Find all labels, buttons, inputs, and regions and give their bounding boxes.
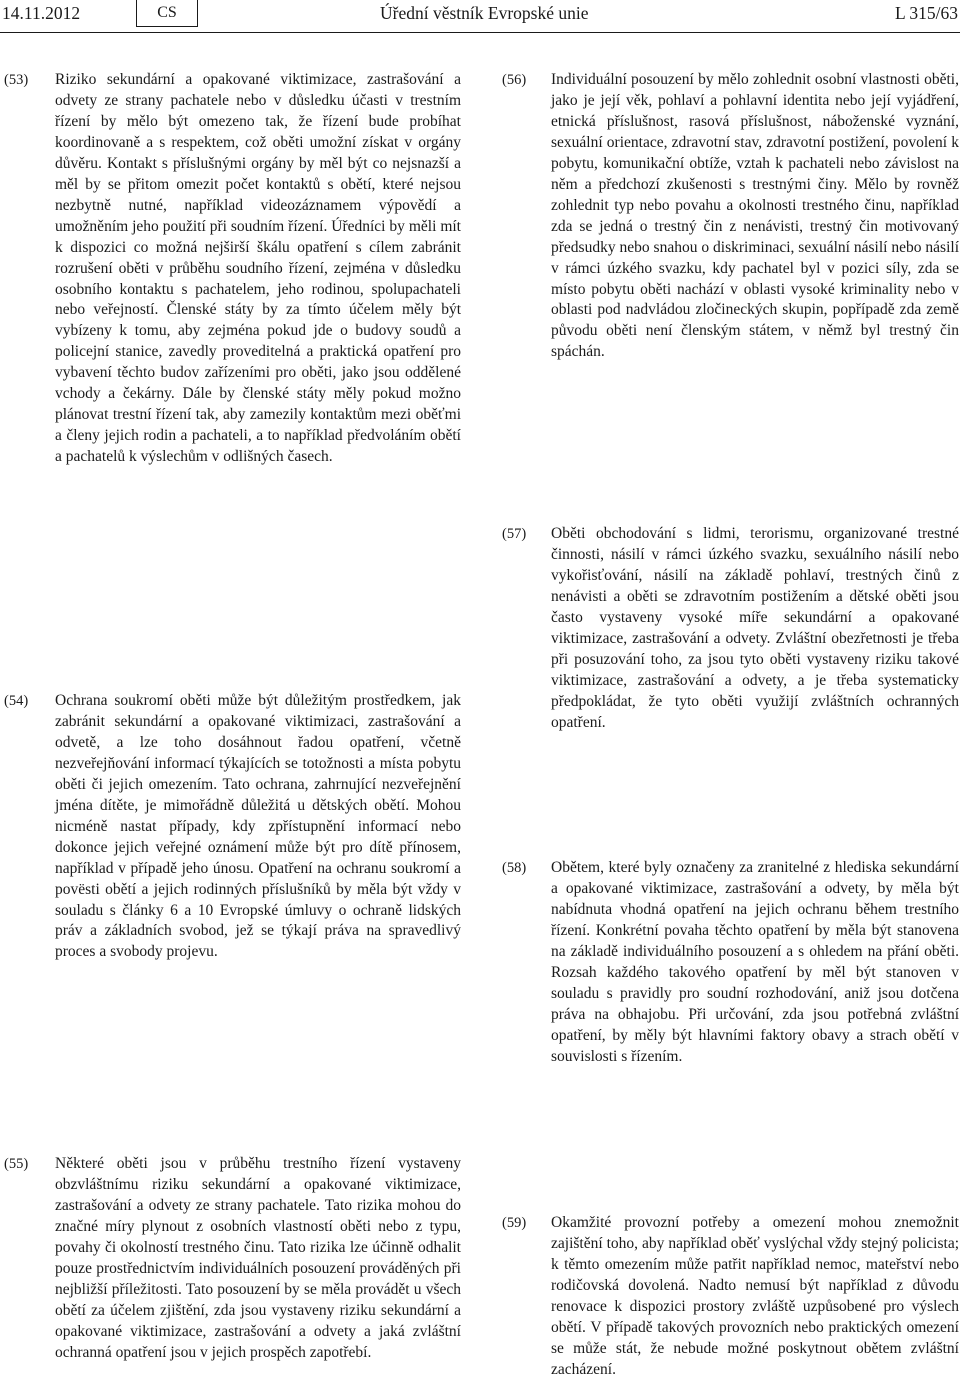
recital-number: (55) (4, 1156, 29, 1172)
recital-number: (56) (502, 72, 527, 88)
recital-text: Riziko sekundární a opakované viktimizace, zastrašování a odvety ze strany pachatele nebo v důsledku účasti v trestním řízení by mělo být omezeno tak, že řízení bude probíhat koordinovaně a s respektem, což oběti umožní získat v orgány důvěru. Kontakt s příslušnými orgány by měl být co nejsnazší a měl by se přitom omezit počet kontaktů s obětí, které nejsou nezbytně nutné, například videozáznamem výpovědí a umožněním jeho použití při soudním řízení. Úředníci by měli mít k dispozici co možná nejširší škálu opatření s cílem zabránit rozrušení oběti v průběhu soudního řízení, zejména v důsledku osobního kontaktu s pachatelem, jeho rodinou, spolupachateli nebo veřejností. Členské státy by za tímto účelem měly být vybízeny k tomu, aby zejména pokud jde o budovy soudů a policejní stanice, zavedly proveditelná a praktická opatření pro vybavení těchto budov zařízeními pro oběti, jako jsou oddělené vchody a čekárny. Dále by členské státy měly pokud možno plánovat trestní řízení tak, aby zamezily kontaktům mezi oběťmi a členy jejich rodin a pachateli, a to například předvoláním obětí a pachatelů k výslechům v odlišných časech. (55, 71, 461, 466)
journal-title: Úřední věstník Evropské unie (380, 3, 589, 23)
recital-text: Individuální posouzení by mělo zohlednit osobní vlastnosti oběti, jako je její věk, pohlaví a pohlavní identita nebo její vyjádření, etnická příslušnost, rasová příslušnost, náboženské vyznání, sexuální orientace, zdravotní stav, zdravotní postižení, povolení k pobytu, komunikační obtíže, vztah k pachateli nebo závislost na něm a předchozí zkušenosti s trestnými činy. Mělo by rovněž zohlednit typ nebo povahu a okolnosti trestného činu, například zda se jedná o trestný čin z nenávisti, trestný čin motivovaný předsudky nebo snahou o diskriminaci, sexuální násilí nebo násilí v rámci úzkého svazku, kdy pachatel byl v pozici síly, zda se místo pobytu oběti nachází v oblasti vysoké kriminality nebo v oblasti pod nadvládou zločineckých skupin, popřípadě zda země původu oběti není členským státem, v němž byl trestný čin spáchán. (551, 71, 959, 361)
recital-number: (57) (502, 526, 527, 542)
header-rule (0, 32, 960, 33)
page-reference: L 315/63 (894, 3, 958, 23)
recital-number: (53) (4, 72, 29, 88)
recital-text: Oběti obchodování s lidmi, terorismu, organizované trestné činnosti, násilí v rámci úzkého svazku, sexuálního násilí nebo vykořisťování, násilí na základě pohlaví, trestných činů z nenávisti a oběti se zdravotním postižením a dětské oběti jsou často vystaveny vysoké míře sekundární a opakované viktimizace, zastrašování a odvety. Zvláštní obezřetnosti je třeba při posuzování toho, za jsou tyto oběti vystaveny riziku takové viktimizace, zastrašování a odvety, a je třeba systematicky předpokládat, že tyto oběti využijí zvláštních ochranných opatření. (551, 525, 959, 731)
page-header (0, 0, 960, 34)
recital-number: (58) (502, 860, 527, 876)
language-code-box: CS (136, 0, 198, 27)
recital-number: (59) (502, 1215, 527, 1231)
recital-text: Některé oběti jsou v průběhu trestního řízení vystaveny obzvláštnímu riziku sekundární a opakované viktimizace, zastrašování a odvety ze strany pachatele. Tato rizika mohou do značné míry plynout z osobních vlastností oběti nebo z typu, povahy či okolností trestného činu. Tato rizika lze účinně odhalit pouze prostřednictvím individuálních posouzení prováděných při nejbližší příležitosti. Tato posouzení by se měla provádět u všech obětí za účelem zjištění, zda jsou vystaveny riziku sekundární a opakované viktimizace, zastrašování a odvety a jaká zvláštní ochranná opatření jsou v jejich prospěch zapotřebí. (55, 1155, 461, 1361)
recital-text: Okamžité provozní potřeby a omezení mohou znemožnit zajištění toho, aby například oběť vyslýchal vždy stejný policista; k těmto omezením může patřit například nemoc, mateřství nebo rodičovská dovolená. Nadto nemusí být například z důvodu renovace k dispozici prostory zvláště uzpůsobené pro výslech obětí. V případě takových provozních nebo praktických omezení se může stát, že nebude možné poskytnout obětem zvláštní zacházení. (551, 1214, 959, 1378)
recital-number: (54) (4, 693, 29, 709)
publication-date: 14.11.2012 (2, 3, 81, 23)
recital-text: Obětem, které byly označeny za zranitelné z hlediska sekundární a opakované viktimizace, zastrašování a odvety, by měla být nabídnuta vhodná opatření na jejich ochranu během trestního řízení. Konkrétní povaha těchto opatření by měla být stanovena na základě individuálního posouzení a s ohledem na přání oběti. Rozsah každého takového opatření by měl být stanoven v souladu s pravidly pro soudní rozhodování, aniž jsou dotčena práva na obhajobu. Při určování, zda jsou potřebná zvláštní opatření, by měly být hlavními faktory obavy a strach obětí v souvislosti s řízením. (551, 859, 959, 1065)
recital-text: Ochrana soukromí oběti může být důležitým prostředkem, jak zabránit sekundární a opakované viktimizaci, zastrašování a odvetě, a lze toho dosáhnout řadou opatření, včetně nezveřejňování informací týkajících se totožnosti a místa pobytu oběti či jejich omezením. Tato ochrana, zahrnující nezveřejnění jména dítěte, je mimořádně důležitá u dětských obětí. Mohou nicméně nastat případy, kdy zpřístupnění informací nebo dokonce jejich veřejné oznámení může být pro dítě přínosem, například v případě jeho únosu. Opatření na ochranu soukromí a povësti obětí a jejich rodinných příslušníků by měla být vždy v souladu s články 6 a 10 Evropské úmluvy o ochraně lidských práv a základních svobod, jež se týkají práva na spravedlivý proces a svobody projevu. (55, 692, 461, 961)
